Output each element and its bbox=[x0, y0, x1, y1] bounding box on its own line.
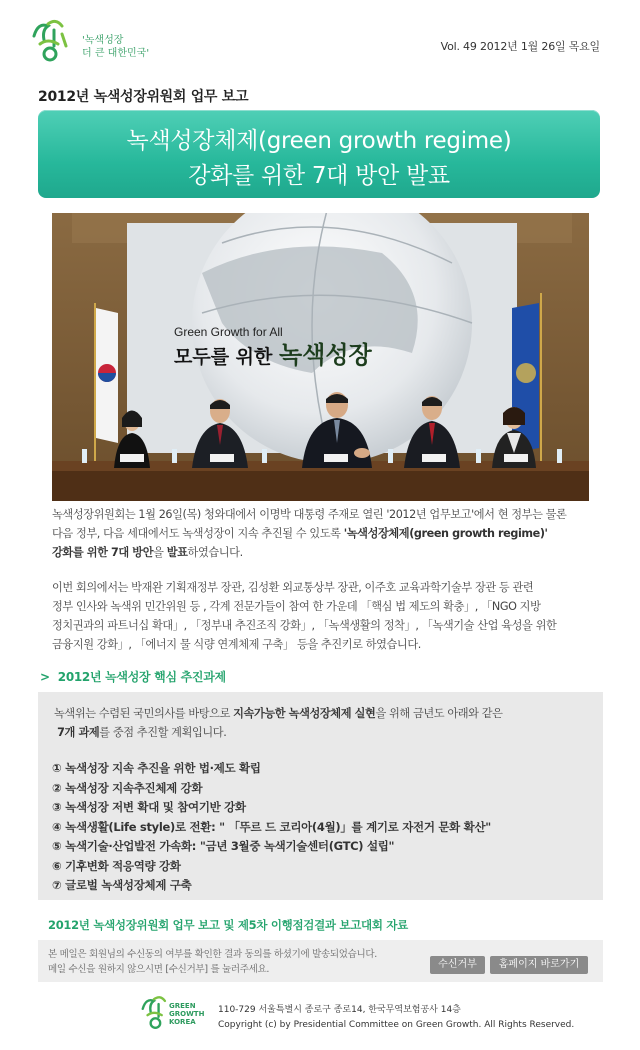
intro-line-2-text: 다음 정부, 다음 세대에서도 녹색성장이 지속 추진될 수 있도록 bbox=[52, 527, 344, 540]
photo-banner-korean-emph: 녹색성장 bbox=[279, 341, 372, 369]
intro-line-3-emphasis-1: 강화를 위한 7대 방안 bbox=[52, 546, 154, 559]
unsubscribe-button[interactable]: 수신거부 bbox=[430, 956, 485, 974]
photo-banner-english: Green Growth for All bbox=[174, 325, 283, 339]
section-heading bbox=[40, 668, 226, 685]
notice-line-2: 메일 수신을 원하지 않으시면 [수신거부] 를 눌러주세요. bbox=[48, 964, 270, 975]
slogan bbox=[82, 34, 149, 60]
tasks-intro-line-1 bbox=[54, 704, 503, 723]
footer-org-name bbox=[169, 1002, 204, 1026]
list-item: ⑥ 기후변화 적응역량 강화 bbox=[52, 858, 181, 873]
chevron-right-icon: > bbox=[40, 670, 50, 684]
slogan-line-1: '녹색성장 bbox=[82, 35, 124, 46]
meeting-line-4: 금융지원 강화」, 「에너지 물 식량 연계체제 구축」 등을 추진키로 하였습니다. bbox=[52, 638, 421, 651]
meeting-line-2: 정부 인사와 녹색위 민간위원 등 , 각계 전문가들이 참여 한 가운데 「핵심 법 제도의 확충」, 「NGO 지방 bbox=[52, 600, 541, 613]
meeting-photo bbox=[52, 213, 589, 501]
tasks-intro-text-1: 녹색위는 수렴된 국민의사를 바탕으로 bbox=[54, 707, 234, 720]
list-item: ② 녹색성장 지속추진체제 강화 bbox=[52, 780, 203, 795]
slogan-line-2: 더 큰 대한민국' bbox=[82, 48, 150, 59]
tasks-intro-text-3: 를 중점 추진할 계획입니다. bbox=[99, 726, 227, 739]
tasks-intro-emphasis-1: 지속가능한 녹색성장체제 실현 bbox=[233, 707, 376, 720]
notice-text bbox=[48, 947, 377, 977]
homepage-button[interactable]: 홈페이지 바로가기 bbox=[490, 956, 588, 974]
intro-line-3-text-2: 하였습니다. bbox=[187, 546, 243, 559]
meeting-line-3: 정치권과의 파트너십 확대」, 「정부내 추진조직 강화」, 「녹색생활의 정착」, 「녹색기술 산업 육성을 위한 bbox=[52, 619, 557, 632]
tasks-intro-line-2 bbox=[54, 723, 503, 742]
headline-line-1: 녹색성장체제(green growth regime) bbox=[126, 128, 512, 154]
list-item: ④ 녹색생활(Life style)로 전환: " 「뚜르 드 코리아(4월)」를 계기로 자전거 문화 확산" bbox=[52, 819, 491, 834]
task-list bbox=[52, 759, 491, 896]
intro-line-3-text-1: 을 bbox=[153, 546, 167, 559]
intro-paragraph bbox=[52, 505, 604, 562]
tasks-intro-text-2: 을 위해 금년도 아래와 같은 bbox=[375, 707, 503, 720]
list-item: ① 녹색성장 지속 추진을 위한 법·제도 확립 bbox=[52, 761, 261, 775]
intro-line-1: 녹색성장위원회는 1월 26일(목) 청와대에서 이명박 대통령 주재로 열린 '2012년 업무보고'에서 현 정부는 물론 bbox=[52, 508, 567, 521]
meeting-line-1: 이번 회의에서는 박재완 기획재정부 장관, 김성환 외교통상부 장관, 이주호 교육과학기술부 장관 등 관련 bbox=[52, 581, 534, 594]
list-item: ⑤ 녹색기술·산업발전 가속화: "금년 3월중 녹색기술센터(GTC) 설립" bbox=[52, 839, 395, 853]
photo-banner-korean bbox=[174, 341, 373, 369]
green-growth-logo-icon bbox=[28, 16, 76, 64]
footer-org-line-3: KOREA bbox=[169, 1018, 196, 1026]
footer-text bbox=[218, 1003, 574, 1033]
notice-line-1: 본 메일은 회원님의 수신동의 여부를 확인한 결과 동의를 하셨기에 발송되었습니다. bbox=[48, 949, 378, 960]
footer-copyright: Copyright (c) by Presidential Committee on Green Growth. All Rights Reserved. bbox=[218, 1020, 575, 1030]
meeting-paragraph bbox=[52, 578, 604, 654]
footer-address: 110-729 서울특별시 종로구 종로14, 한국무역보험공사 14층 bbox=[218, 1005, 461, 1015]
headline-banner bbox=[38, 110, 600, 198]
report-materials-link[interactable]: 2012년 녹색성장위원회 업무 보고 및 제5차 이행점검결과 보고대회 자료 bbox=[48, 918, 408, 932]
intro-line-3 bbox=[52, 543, 604, 562]
issue-info: Vol. 49 2012년 1월 26일 목요일 bbox=[440, 40, 600, 53]
tasks-box bbox=[38, 692, 603, 900]
intro-line-2-emphasis: '녹색성장체제(green growth regime)' bbox=[343, 527, 548, 540]
tasks-intro-emphasis-2: 7개 과제 bbox=[57, 726, 100, 739]
subscription-notice bbox=[38, 940, 603, 982]
intro-line-3-emphasis-2: 발표 bbox=[166, 546, 188, 559]
footer-org-line-2: GROWTH bbox=[169, 1010, 205, 1018]
footer-org-line-1: GREEN bbox=[169, 1002, 196, 1010]
section-title: 2012년 녹색성장 핵심 추진과제 bbox=[57, 670, 226, 684]
tasks-intro bbox=[54, 704, 503, 742]
list-item: ⑦ 글로벌 녹색성장체제 구축 bbox=[52, 878, 192, 892]
photo-banner-korean-plain: 모두를 위한 bbox=[174, 346, 279, 368]
list-item: ③ 녹색성장 저변 확대 및 참여기반 강화 bbox=[52, 800, 246, 814]
report-title: 2012년 녹색성장위원회 업무 보고 bbox=[38, 89, 249, 105]
intro-line-2 bbox=[52, 524, 604, 543]
headline-line-2: 강화를 위한 7대 방안 발표 bbox=[188, 163, 450, 189]
